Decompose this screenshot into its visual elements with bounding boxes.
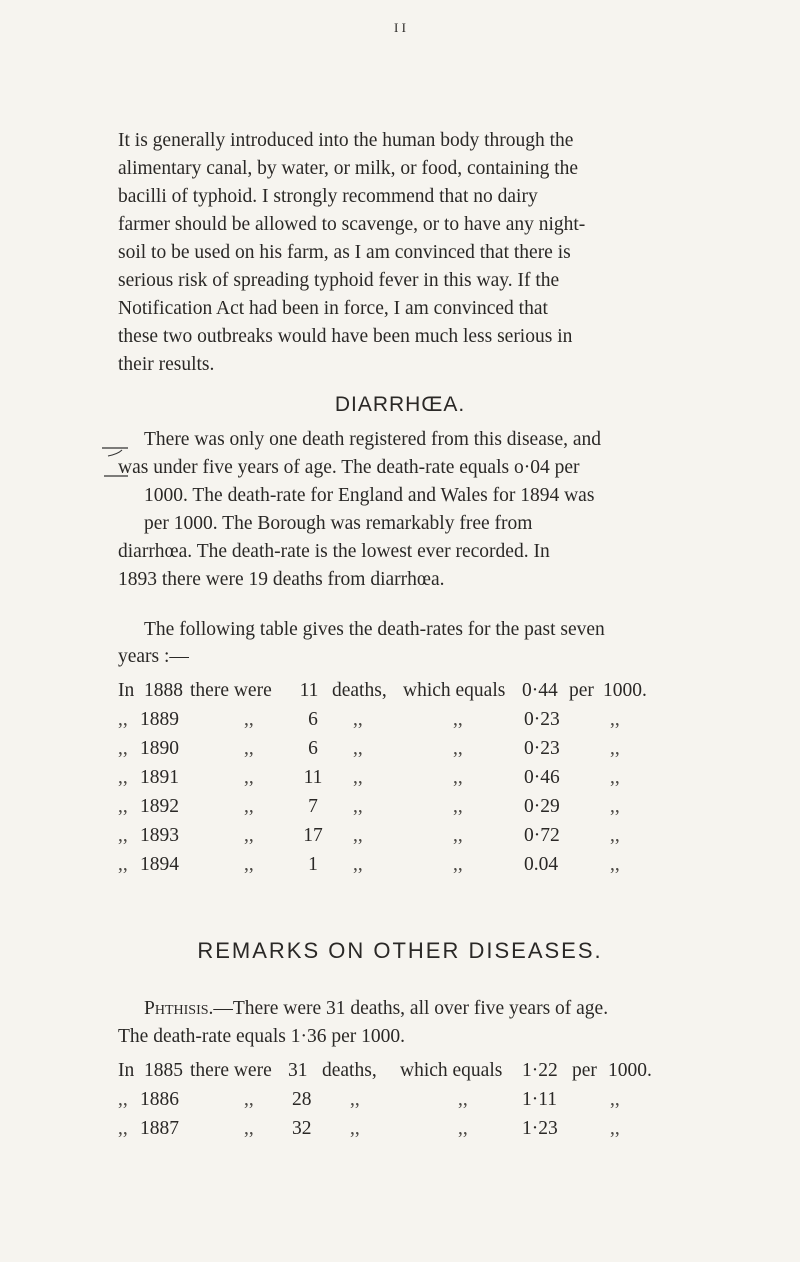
paragraph-line: farmer should be allowed to scavenge, or to have any night- [118,214,586,235]
row-ditto: ,, [453,825,463,846]
row-per: per [569,680,594,701]
table-row [118,1118,738,1142]
row-year: 1891 [140,767,179,788]
row-rate: 0.04 [524,854,559,875]
row-ditto: ,, [610,1089,620,1110]
row-ditto: ,, [353,796,363,817]
row-rate: 1·22 [522,1060,558,1081]
row-ditto: ,, [458,1089,468,1110]
row-rate: 0·23 [524,709,560,730]
row-lead: ,, [118,796,128,817]
row-were: there were [190,680,272,701]
table-row [118,680,738,704]
row-deaths: 11 [303,767,323,788]
row-rate: 1·11 [522,1089,558,1110]
row-ditto: ,, [244,738,254,759]
row-were: there were [190,1060,272,1081]
row-year: 1886 [140,1089,179,1110]
row-year: 1889 [140,709,179,730]
row-rate: 0·46 [524,767,560,788]
row-ditto: ,, [353,767,363,788]
table-row [118,1060,738,1084]
row-ditto: ,, [244,767,254,788]
row-ditto: ,, [244,1118,254,1139]
paragraph-line: their results. [118,354,215,375]
table-row [118,709,738,733]
row-ditto: ,, [610,1118,620,1139]
paragraph-line: alimentary canal, by water, or milk, or food, containing the [118,158,579,179]
row-which: which equals [400,1060,503,1081]
row-ditto: ,, [353,854,363,875]
phthisis-text: —There were 31 deaths, all over five years of age. [213,998,609,1019]
row-ditto: ,, [244,709,254,730]
row-year: 1887 [140,1118,179,1139]
row-deaths: 6 [308,709,318,730]
remarks-heading: REMARKS ON OTHER DISEASES. [197,938,603,963]
row-deaths: 28 [292,1089,312,1110]
row-lead: ,, [118,854,128,875]
row-ditto: ,, [244,825,254,846]
row-ditto: ,, [353,709,363,730]
row-lead: In [118,1060,135,1081]
row-lead: ,, [118,709,128,730]
row-lead: ,, [118,825,128,846]
row-lead: ,, [118,767,128,788]
paragraph-line: per 1000. The Borough was remarkably free from [144,513,533,534]
paragraph-line: soil to be used on his farm, as I am convinced that there is [118,242,571,263]
paragraph-line: It is generally introduced into the human body through the [118,130,574,151]
row-ditto: ,, [353,825,363,846]
row-rate: 0·44 [522,680,558,701]
row-deaths-word: deaths, [332,680,387,701]
phthisis-label: Phthisis. [144,998,214,1019]
row-ditto: ,, [458,1118,468,1139]
paragraph-line: There was only one death registered from this disease, and [144,429,602,450]
paragraph-line: these two outbreaks would have been much less serious in [118,326,573,347]
paragraph-line: diarrhœa. The death-rate is the lowest ever recorded. In [118,541,550,562]
paragraph-line: serious risk of spreading typhoid fever in this way. If the [118,270,560,291]
row-ditto: ,, [244,1089,254,1110]
row-deaths: 7 [308,796,318,817]
page-number: I I [394,20,406,35]
handwritten-strike-mark [100,442,130,487]
diarrhoea-heading: DIARRHŒA. [334,393,466,416]
row-year: 1892 [140,796,179,817]
paragraph-line: The death-rate equals 1·36 per 1000. [118,1026,405,1047]
row-ditto: ,, [610,738,620,759]
row-ditto: ,, [453,738,463,759]
row-ditto: ,, [453,767,463,788]
row-ditto: ,, [610,854,620,875]
row-year: 1893 [140,825,179,846]
row-rate: 0·29 [524,796,560,817]
row-ditto: ,, [453,854,463,875]
row-thousand: 1000. [608,1060,652,1081]
row-ditto: ,, [610,796,620,817]
row-rate: 0·72 [524,825,560,846]
row-deaths-word: deaths, [322,1060,377,1081]
row-deaths: 31 [288,1060,308,1081]
row-ditto: ,, [453,709,463,730]
row-lead: In [118,680,135,701]
row-lead: ,, [118,1118,128,1139]
row-thousand: 1000. [603,680,647,701]
row-rate: 0·23 [524,738,560,759]
row-deaths: 6 [308,738,318,759]
row-deaths: 17 [303,825,323,846]
paragraph-line: 1893 there were 19 deaths from diarrhœa. [118,569,445,590]
table-row [118,738,738,762]
row-ditto: ,, [453,796,463,817]
row-rate: 1·23 [522,1118,558,1139]
row-ditto: ,, [353,738,363,759]
row-year: 1894 [140,854,179,875]
row-lead: ,, [118,738,128,759]
table-row [118,1089,738,1113]
row-which: which equals [403,680,506,701]
row-ditto: ,, [350,1089,360,1110]
table-row [118,796,738,820]
paragraph-line: 1000. The death-rate for England and Wales for 1894 was [144,485,595,506]
paragraph-line: was under five years of age. The death-rate equals o·04 per [118,457,580,478]
row-lead: ,, [118,1089,128,1110]
row-ditto: ,, [244,796,254,817]
row-per: per [572,1060,597,1081]
row-deaths: 11 [299,680,319,701]
paragraph-line [118,998,730,1020]
row-deaths: 32 [292,1118,312,1139]
table-row [118,854,738,878]
row-year: 1885 [144,1060,183,1081]
paragraph-line: bacilli of typhoid. I strongly recommend that no dairy [118,186,538,207]
row-ditto: ,, [350,1118,360,1139]
row-deaths: 1 [308,854,318,875]
paragraph-line: The following table gives the death-rates for the past seven [144,619,605,640]
row-ditto: ,, [610,709,620,730]
table-row [118,767,738,791]
row-year: 1890 [140,738,179,759]
paragraph-line: years :— [118,646,189,667]
row-ditto: ,, [610,767,620,788]
table-row [118,825,738,849]
row-ditto: ,, [244,854,254,875]
row-ditto: ,, [610,825,620,846]
paragraph-line: Notification Act had been in force, I am convinced that [118,298,548,319]
row-year: 1888 [144,680,183,701]
